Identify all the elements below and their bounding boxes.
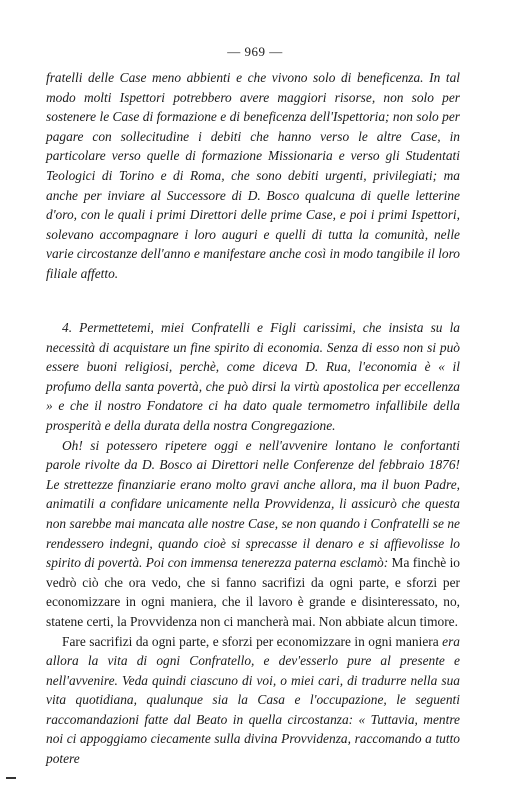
paragraph-don-bosco-quote [46, 436, 460, 632]
paragraph-continuation: fratelli delle Case meno abbienti e che vivono solo di beneficenza. In tal modo molti Ispettori potrebbero avere maggiori risorse, non solo per sostenere le Case di formazione e di beneficenza dell'Ispettoria; non solo per pagare con sollecitudine i debiti che hanno verso le altre Case, in particolare verso quelle di formazione Missionaria e verso gli Studentati Teologici di Torino e di Roma, che sono debiti urgenti, privilegiati; ma anche per inviare al Successore di D. Bosco qualcuna di quelle letterine d'oro, con le quali i primi Direttori delle prime Case, e poi i primi Ispettori, solevano accompagnare i loro auguri e quelli di tutta la comunità, nelle varie circostanze dell'anno e manifestare anche così in modo tangibile il loro filiale affetto. [46, 70, 460, 281]
body-text-main [46, 318, 460, 769]
paragraph-sacrifices [46, 632, 460, 769]
body-text-top [46, 68, 460, 284]
sacrifices-roman: Fare sacrifizi da ogni parte, e sforzi per economizzare in ogni maniera [62, 633, 439, 649]
margin-mark [6, 777, 16, 779]
page-number: — 969 — [227, 44, 283, 59]
quote-roman: Ma finchè io vedrò ciò che ora vedo, che si fanno sacrifizi da ogni parte, e sforzi per economizzare in ogni maniera, che il lavoro è grande e disinteressato, no, statene certi, la Provvidenza non ci mancherà mai. Non abbiate alcun timore. [46, 555, 460, 629]
paragraph-economy: 4. Permettetemi, miei Confratelli e Figli carissimi, che insista su la necessità di acquistare un fine spirito di economia. Senza di esso non si può essere buoni religiosi, perchè, come diceva D. Rua, l'economia è « il profumo della santa povertà, che può dirsi la virtù apostolica per eccellenza » e che il nostro Fondatore ci ha dato quale termometro infallibile della prosperità e della durata della nostra Congregazione. [46, 320, 460, 433]
sacrifices-italic: era allora la vita di ogni Confratello, e dev'esserlo pure al presente e nell'avvenire. Veda quindi ciascuno di voi, o miei cari, di tradurre nella sua vita quotidiana, qualunque sia la Casa e l'occupazione, le seguenti raccomandazioni fatte dal Beato in quella circostanza: « Tuttavia, mentre noi ci appoggiamo ciecamente sulla divina Provvidenza, raccomando a tutto potere [46, 633, 460, 767]
quote-intro-italic: Oh! si potessero ripetere oggi e nell'avvenire lontano le confortanti parole rivolte da D. Bosco ai Direttori nelle Conferenze del febbraio 1876! Le strettezze finanziarie erano molto gravi anche allora, ma il buon Padre, animatili a confidare unicamente nella Provvidenza, li assicurò che questa non sarebbe mai mancata alle nostre Case, se non quando i Confratelli se ne rendessero indegni, quando cioè si sprecasse il denaro e si affievolisse lo spirito di povertà. Poi con immensa tenerezza paterna esclamò: [46, 437, 460, 571]
